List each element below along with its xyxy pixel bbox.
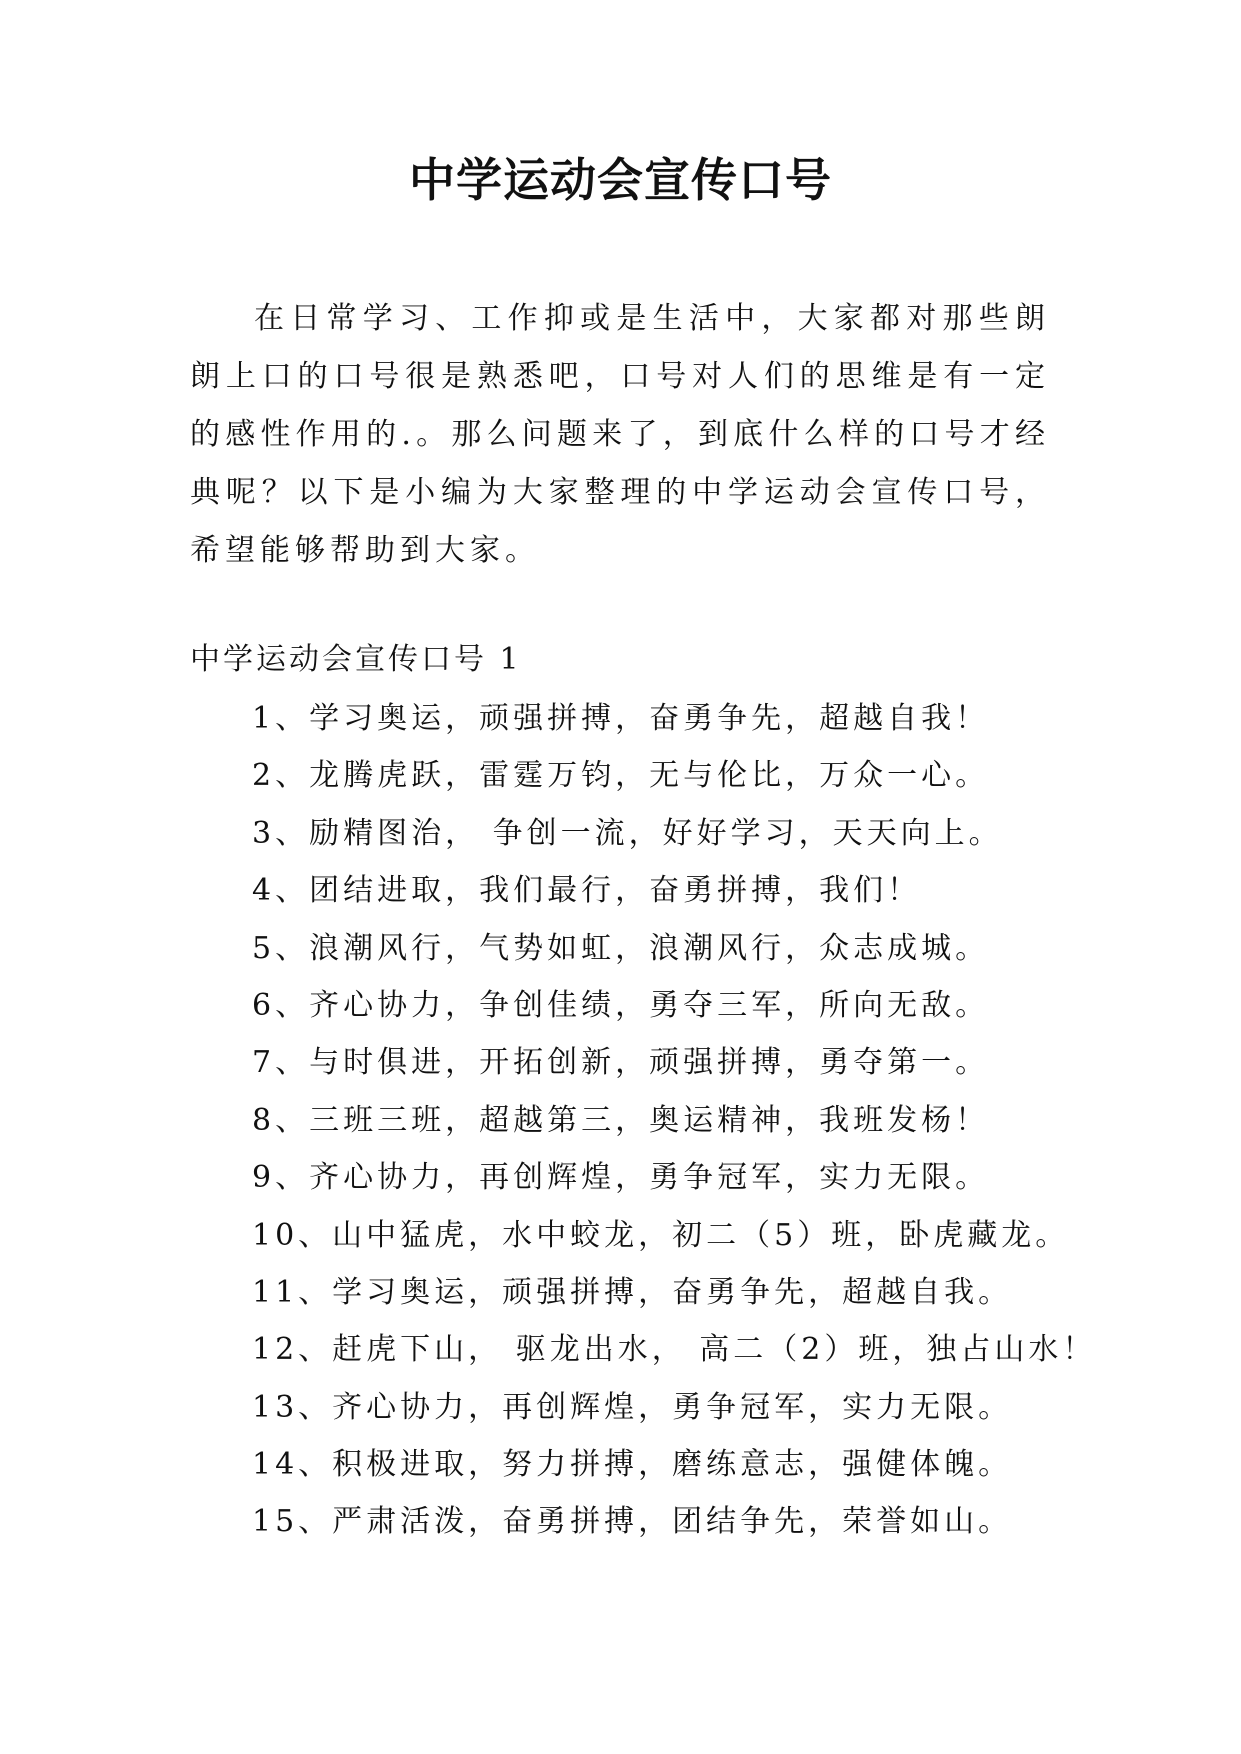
slogan-item: 15、严肃活泼，奋勇拼搏，团结争先，荣誉如山。 bbox=[252, 1504, 1013, 1540]
slogan-item: 1、学习奥运，顽强拼搏，奋勇争先，超越自我！ bbox=[252, 701, 990, 736]
slogan-item: 12、赶虎下山， 驱龙出水， 高二（2）班，独占山水！ bbox=[252, 1332, 1097, 1368]
slogan-item: 5、浪潮风行，气势如虹，浪潮风行，众志成城。 bbox=[252, 930, 990, 966]
slogan-item: 4、团结进取，我们最行，奋勇拼搏，我们！ bbox=[252, 873, 922, 909]
intro-paragraph: 在日常学习、工作抑或是生活中，大家都对那些朗朗上口的口号很是熟悉吧，口号对人们的思维是有一定的感性作用的.。那么问题来了，到底什么样的口号才经典呢？以下是小编为大家整理的中学运动会宣传口号，希望能够帮助到大家。 bbox=[190, 301, 1050, 568]
slogan-item: 3、励精图治， 争创一流，好好学习，天天向上。 bbox=[252, 815, 1003, 851]
slogan-item: 7、与时俱进，开拓创新，顽强拼搏，勇夺第一。 bbox=[252, 1045, 990, 1081]
section-heading: 中学运动会宣传口号 1 bbox=[190, 642, 522, 677]
slogan-item: 2、龙腾虎跃，雷霆万钧，无与伦比，万众一心。 bbox=[252, 758, 990, 794]
page-title: 中学运动会宣传口号 bbox=[409, 153, 832, 207]
slogan-item: 14、积极进取，努力拼搏，磨练意志，强健体魄。 bbox=[252, 1447, 1013, 1483]
slogan-item: 8、三班三班，超越第三，奥运精神，我班发杨！ bbox=[252, 1102, 990, 1138]
slogan-item: 13、齐心协力，再创辉煌，勇争冠军，实力无限。 bbox=[252, 1389, 1013, 1425]
slogan-item: 10、山中猛虎，水中蛟龙，初二（5）班，卧虎藏龙。 bbox=[252, 1217, 1070, 1253]
slogan-item: 9、齐心协力，再创辉煌，勇争冠军，实力无限。 bbox=[252, 1160, 990, 1196]
slogan-item: 11、学习奥运，顽强拼搏，奋勇争先，超越自我。 bbox=[252, 1274, 1013, 1310]
slogan-item: 6、齐心协力，争创佳绩，勇夺三军，所向无敌。 bbox=[252, 987, 990, 1023]
slogan-list bbox=[252, 696, 1152, 1557]
